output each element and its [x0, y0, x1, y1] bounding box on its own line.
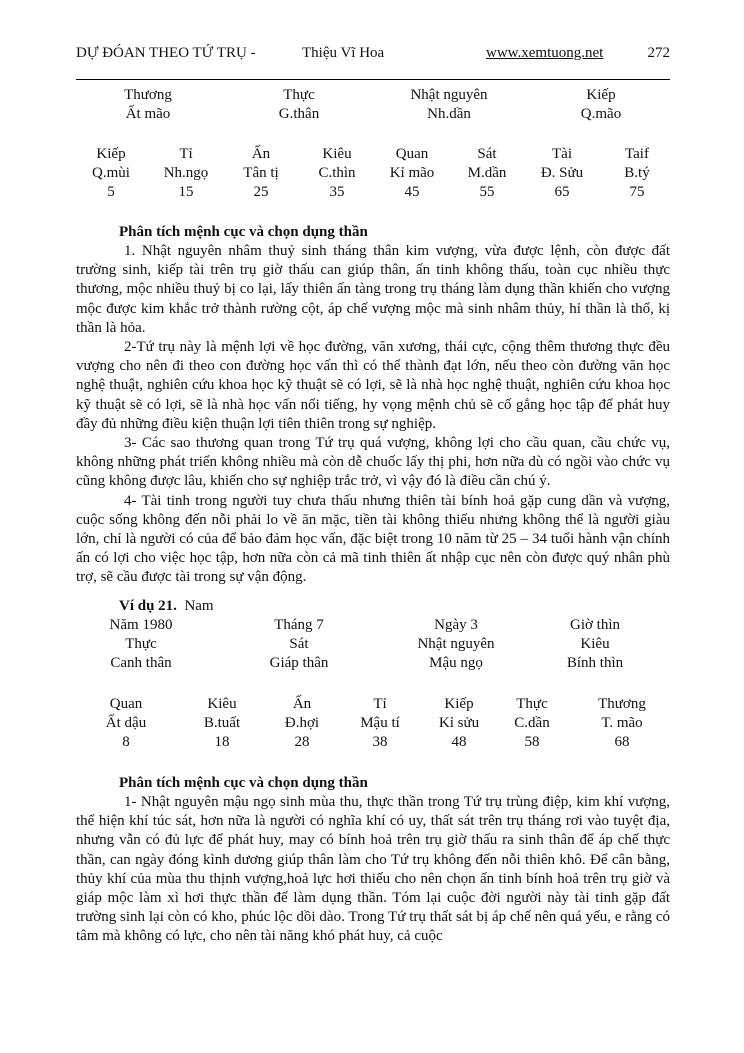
section-heading: Phân tích mệnh cục và chọn dụng thần [119, 224, 368, 240]
pillar-god: Kiêu [580, 636, 610, 652]
paragraph: 3- Các sao thương quan trong Tứ trụ quá vượng, không lợi cho cầu quan, cầu chức vụ, không những phát triển không nhiều mà còn dễ chuốc lấy thị phi, hơn nữa dù có ngồi vào chức vụ cũng không được lâu, khiến cho sự nghiệp trắc trở, vì vậy đó là điều cần chú ý. [76, 435, 670, 490]
luck-stem-branch: M.dần [467, 165, 507, 181]
luck-age: 25 [253, 184, 269, 200]
luck-age: 35 [329, 184, 345, 200]
luck-stem-branch: Nh.ngọ [163, 165, 209, 181]
luck-god: Ấn [251, 146, 271, 162]
pillar-stem-branch: Ất mão [125, 106, 171, 122]
example-number: Ví dụ 21. [119, 598, 177, 614]
example-pillar-times [76, 616, 670, 635]
pillar-stem-branch: Q.mão [580, 106, 622, 122]
book-title: DỰ ĐÓAN THEO TỨ TRỤ - [76, 45, 256, 61]
pillar-god: Thực [125, 636, 157, 652]
luck-stem-branch: Đ.hợi [284, 715, 320, 731]
pillar-god: Thương [124, 87, 172, 103]
luck-age: 75 [629, 184, 645, 200]
author-name: Thiệu Vĩ Hoa [302, 45, 385, 61]
paragraph: 1. Nhật nguyên nhâm thuỷ sinh tháng thân kim vượng, vừa được lệnh, còn được đất trường sinh, kiếp tài trên trụ giờ thấu can giúp thân, ấn tinh không thấu, toàn cục nhiều thực thương, mộc nhiều thuỷ bị co lại, lấy thiên ấn tàng trong trụ tháng làm dụng thần khiến cho vượng mộc được kim khắc trở thành rường cột, áp chế vượng mộc mà sinh nhâm thủy, hỉ thần là thổ, kị thần là hỏa. [76, 243, 670, 336]
chart1-pillar-gods [76, 86, 670, 105]
paragraph: 1- Nhật nguyên mậu ngọ sinh mùa thu, thực thần trong Tứ trụ trùng điệp, kim khí vượng, thể hiện khí túc sát, hơn nữa là người có nghĩa khí có uy, thất sát trên trụ tháng rơi vào tuyệt địa, nhưng vẫn có đủ lực để phát huy, may có bính hoả trên trụ giờ thấu ra sinh thân để áp chế thực thần, can ngày đóng kình dương giúp thân làm cho Tứ trụ không đến nỗi thiên khô. Để cân bằng, thủy khí của mùa thu thịnh vượng,hoả lực hơi thiếu cho nên chọn ấn tinh bính hoả trên trụ giờ và giáp mộc làm xì hơi thực thần để làm dụng thần. Tóm lại cuộc đời người này tài tinh gặp đất trường sinh lại còn có kho, phúc lộc dồi dào. Trong Tứ trụ thất sát bị áp chế nên quá yếu, e rằng có tâm mà không có lực, cho nên tài năng khó phát huy, cả cuộc [76, 794, 670, 945]
luck-stem-branch: Đ. Sửu [540, 165, 584, 181]
luck-stem-branch: Ất dậu [105, 715, 147, 731]
pillar-time: Ngày 3 [434, 617, 478, 633]
pillar-god: Kiếp [586, 87, 616, 103]
website-link[interactable]: www.xemtuong.net [486, 45, 604, 61]
luck-stem-branch: Kỉ mão [389, 165, 435, 181]
luck-god: Kiêu [207, 696, 237, 712]
pillar-time: Năm 1980 [109, 617, 173, 633]
example-pillar-gods [76, 635, 670, 654]
luck-god: Ấn [292, 696, 312, 712]
pillar-time: Giờ thìn [569, 617, 621, 633]
luck-stem-branch: B.tuất [203, 715, 241, 731]
luck-stem-branch: T. mão [601, 715, 643, 731]
example-gender: Nam [184, 598, 214, 614]
pillar-god: Nhật nguyên [417, 636, 495, 652]
luck-god: Tỉ [373, 696, 387, 712]
example-luck-gods [76, 695, 670, 714]
luck-god: Kiêu [322, 146, 352, 162]
example-luck-ages [76, 733, 670, 752]
luck-age: 45 [404, 184, 420, 200]
section1-body [76, 242, 670, 588]
luck-age: 18 [214, 734, 230, 750]
luck-age: 68 [614, 734, 630, 750]
luck-age: 55 [479, 184, 495, 200]
pillar-stem-branch: Canh thân [110, 655, 172, 671]
pillar-stem-branch: Mậu ngọ [429, 655, 483, 671]
example-label [119, 597, 214, 616]
section-heading: Phân tích mệnh cục và chọn dụng thần [119, 775, 368, 791]
luck-god: Quan [109, 696, 143, 712]
luck-age: 58 [524, 734, 540, 750]
luck-age: 38 [372, 734, 388, 750]
luck-stem-branch: Mậu tí [360, 715, 400, 731]
luck-god: Thương [598, 696, 646, 712]
luck-stem-branch: Q.mùi [92, 165, 130, 181]
luck-age: 65 [554, 184, 570, 200]
pillar-stem-branch: Giáp thân [269, 655, 329, 671]
luck-age: 8 [122, 734, 130, 750]
luck-age: 48 [451, 734, 467, 750]
luck-god: Thực [516, 696, 548, 712]
luck-age: 28 [294, 734, 310, 750]
chart1-luck-ages [76, 183, 670, 202]
page-number: 272 [647, 45, 670, 61]
header-divider [76, 79, 670, 80]
luck-age: 5 [107, 184, 115, 200]
pillar-time: Tháng 7 [274, 617, 324, 633]
chart1-pillar-stems [76, 105, 670, 124]
example-luck-stems [76, 714, 670, 733]
paragraph: 4- Tài tinh trong người tuy chưa thấu nhưng thiên tài bính hoả gặp cung dần và vượng, cuộc sống không đến nỗi phải lo về ăn mặc, tiền tài không thiếu nhưng không thể là người giàu lớn, chỉ là người có của để bảo đảm học vấn, đặc biệt trong 10 năm từ 25 – 34 tuổi hành vận chính ấn có lợi cho việc học tập, hơn nữa còn cả mã tinh thiên ất nhập cục nên còn được quý nhân phù trợ, sẽ cầu được tài trong sự vận động. [76, 492, 670, 586]
luck-god: Tỉ [179, 146, 193, 162]
page-header [76, 45, 670, 67]
luck-stem-branch: B.tý [624, 165, 650, 181]
pillar-stem-branch: Nh.dần [427, 106, 471, 122]
luck-god: Tài [552, 146, 572, 162]
chart1-luck-stems [76, 164, 670, 183]
luck-god: Taif [625, 146, 649, 162]
example-pillar-stems [76, 654, 670, 673]
pillar-stem-branch: Bính thìn [566, 655, 624, 671]
luck-age: 15 [178, 184, 194, 200]
luck-god: Kiếp [444, 696, 474, 712]
luck-stem-branch: Kỉ sửu [438, 715, 480, 731]
luck-stem-branch: Tân tị [243, 165, 279, 181]
luck-god: Sát [477, 146, 497, 162]
pillar-god: Thực [283, 87, 315, 103]
luck-stem-branch: C.dần [514, 715, 550, 731]
luck-stem-branch: C.thìn [318, 165, 356, 181]
pillar-god: Sát [289, 636, 309, 652]
luck-god: Kiếp [96, 146, 126, 162]
luck-god: Quan [395, 146, 429, 162]
section2-body [76, 793, 670, 947]
chart1-luck-gods [76, 145, 670, 164]
pillar-god: Nhật nguyên [410, 87, 488, 103]
pillar-stem-branch: G.thân [278, 106, 320, 122]
paragraph: 2-Tứ trụ này là mệnh lợi về học đường, văn xương, thái cực, cộng thêm thương thực đều vượng cho nên đi theo con đường học vấn thì có thể thành đạt lớn, nếu theo còn đường văn học nghệ thuật, nghiên cứu khoa học kỹ thuật sẽ có lợi, sẽ là nhà học nghệ thuật, nghiên cứu khoa học kỹ thuật sẽ có lợi, sẽ là nhà học vấn nổi tiếng, hy vọng mệnh chủ sẽ cố gắng học tập để phát huy đầy đủ những điều kiện thuận lợi tiên thiên trong sự nghiệp. [76, 339, 670, 432]
